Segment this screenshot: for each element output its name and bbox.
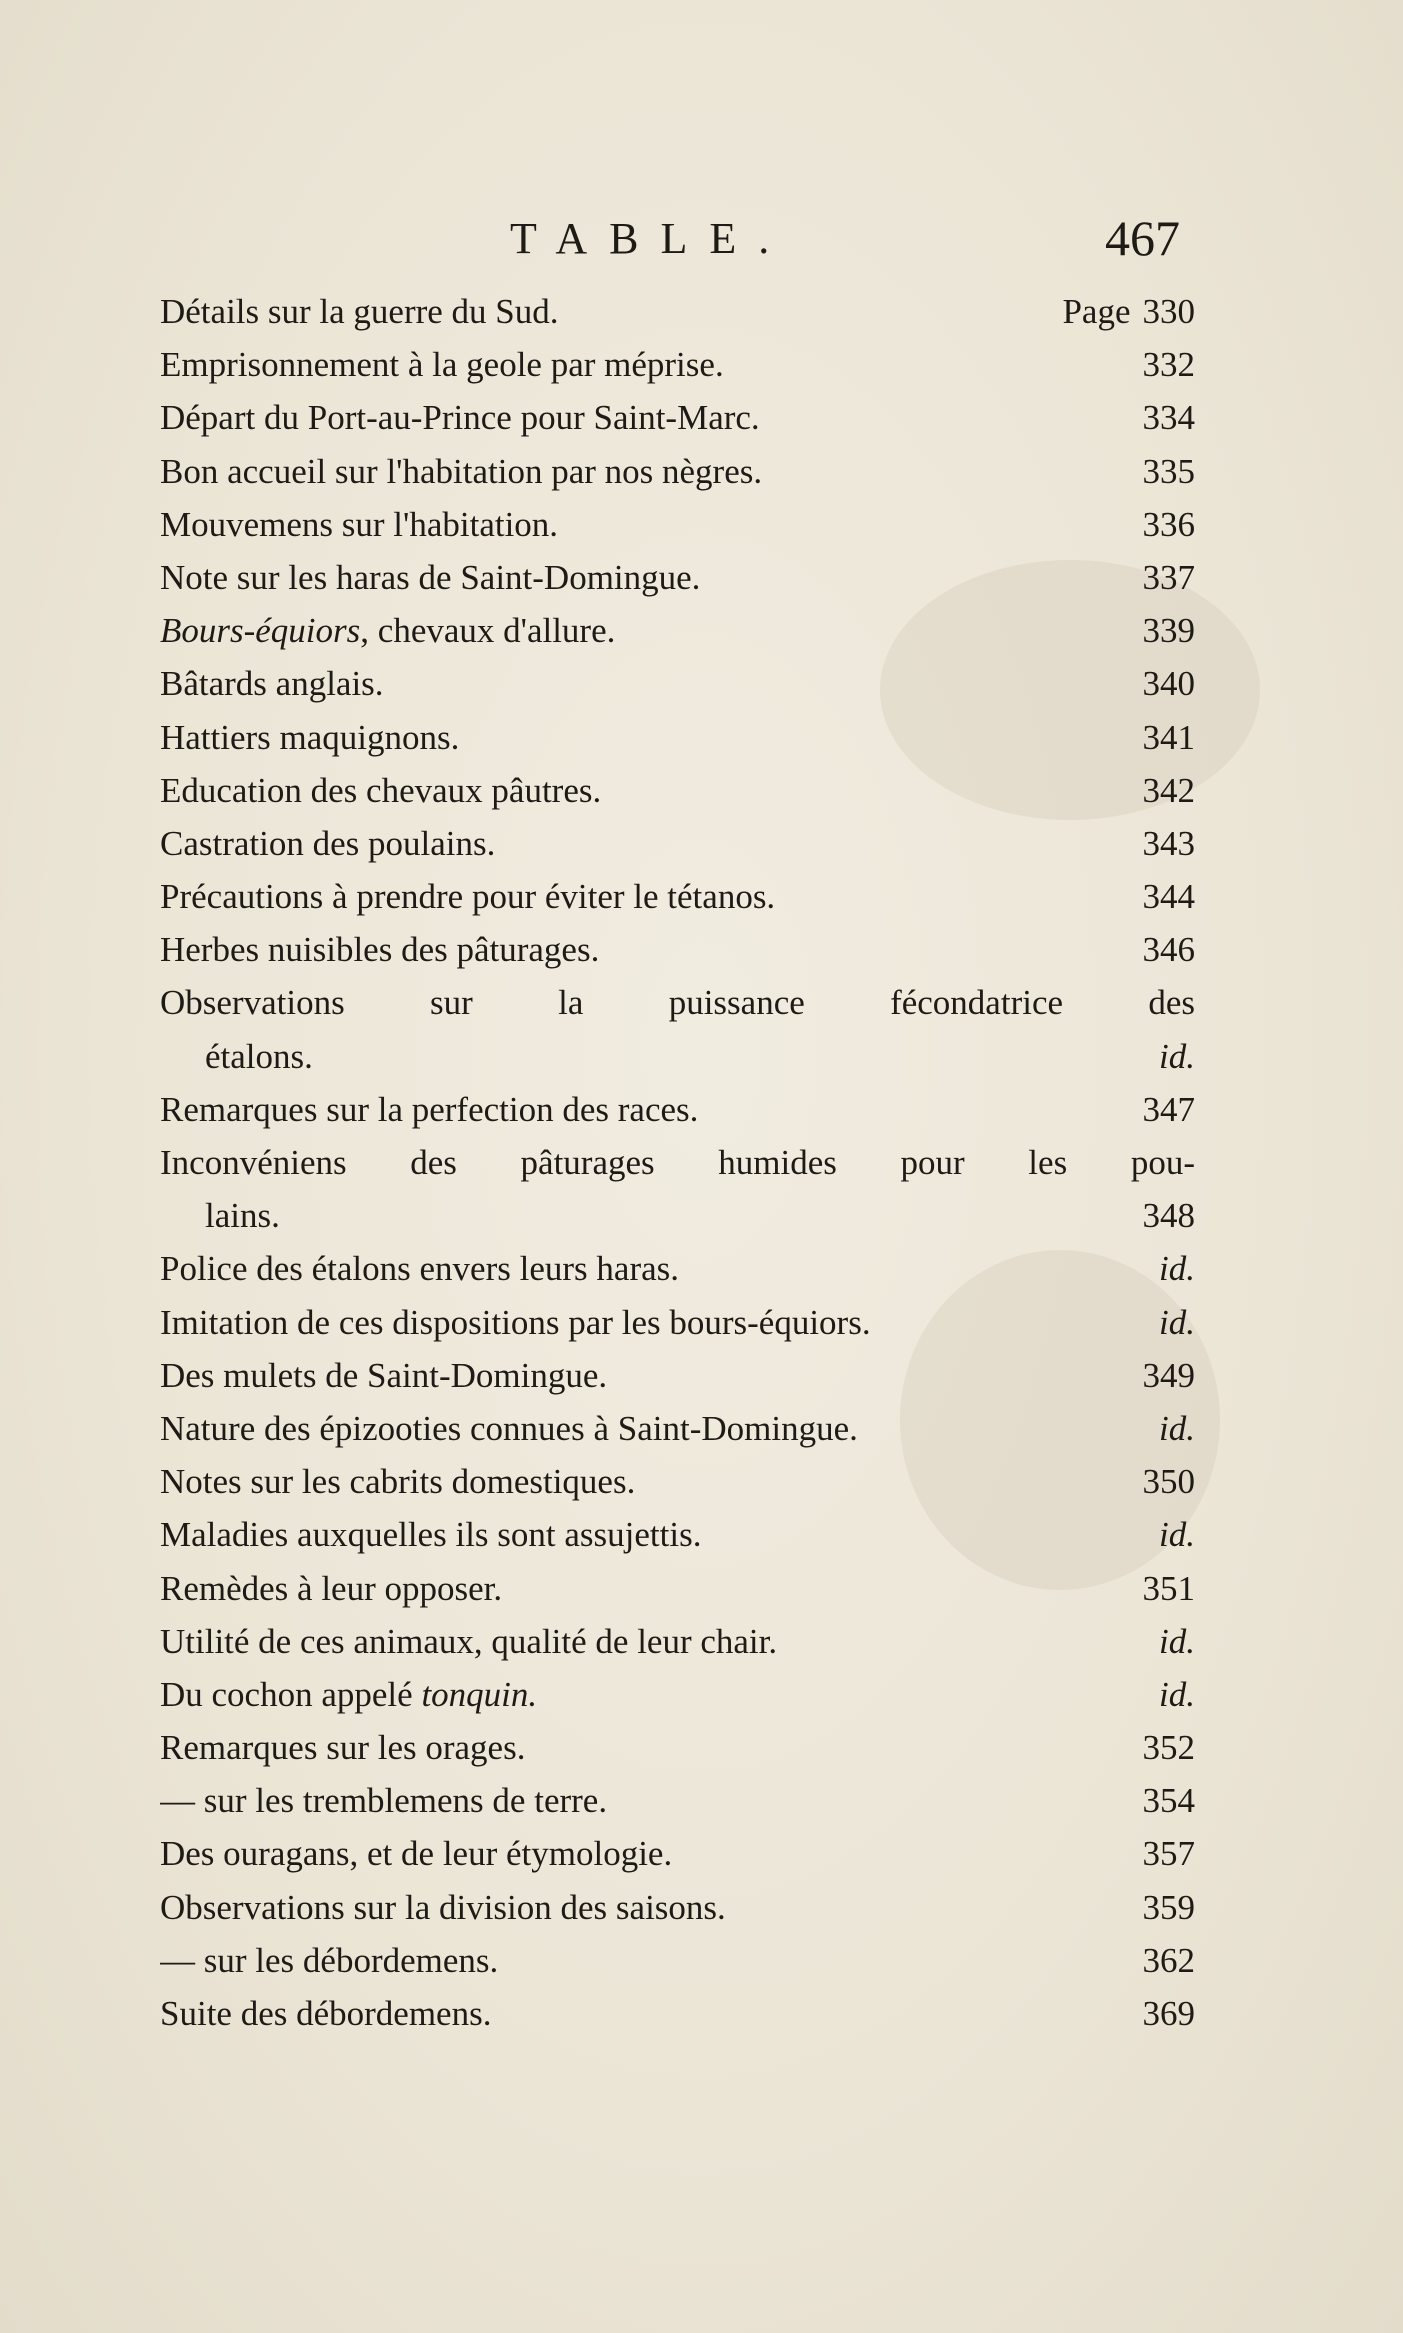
toc-entry xyxy=(160,711,1195,764)
entry-title-plain: Du cochon appelé xyxy=(160,1674,422,1714)
entry-title xyxy=(160,604,1125,657)
toc-entry xyxy=(160,1242,1195,1295)
entry-title: Herbes nuisibles des pâturages. xyxy=(160,930,600,970)
entry-title: Imitation de ces dispositions par les bours-équiors. xyxy=(160,1302,871,1342)
toc-entry xyxy=(160,1402,1195,1455)
entry-title: Observations sur la division des saisons. xyxy=(160,1887,726,1927)
entry-title: — sur les débordemens. xyxy=(160,1940,499,1980)
entry-page: 369 xyxy=(1142,1994,1195,2033)
entry-page: 359 xyxy=(1142,1887,1195,1927)
toc-entry xyxy=(160,604,1195,657)
entry-title-italic: Bours-équiors xyxy=(160,611,361,651)
entry-title: Hattiers maquignons. xyxy=(160,717,460,757)
entry-page: 344 xyxy=(1142,877,1195,917)
entry-page: id. xyxy=(1159,1621,1195,1661)
toc-entry xyxy=(160,445,1195,498)
toc-entry xyxy=(160,1562,1195,1615)
entry-title: Départ du Port-au-Prince pour Saint-Marc. xyxy=(160,398,760,438)
entry-title-line2: étalons. xyxy=(205,1036,313,1076)
toc-entry xyxy=(160,1455,1195,1508)
entry-page: 347 xyxy=(1142,1089,1195,1129)
entry-title: Des mulets de Saint-Domingue. xyxy=(160,1355,608,1395)
entry-title: Castration des poulains. xyxy=(160,823,496,863)
entry-page: 354 xyxy=(1142,1781,1195,1821)
entry-page: 346 xyxy=(1142,930,1195,970)
page-title: TABLE. xyxy=(510,214,792,263)
entry-page: 339 xyxy=(1142,611,1195,651)
entry-title: — sur les tremblemens de terre. xyxy=(160,1781,608,1821)
entry-page: 351 xyxy=(1142,1568,1195,1608)
entry-title: Des ouragans, et de leur étymologie. xyxy=(160,1834,673,1874)
entry-page: 337 xyxy=(1142,557,1195,597)
toc-entry xyxy=(160,764,1195,817)
toc-entry xyxy=(160,817,1195,870)
table-of-contents xyxy=(160,285,1195,2040)
entry-title-italic: tonquin. xyxy=(421,1674,538,1714)
entry-page: 341 xyxy=(1142,717,1195,757)
entry-page: 335 xyxy=(1142,451,1195,491)
entry-title: Police des étalons envers leurs haras. xyxy=(160,1249,680,1289)
entry-title-line1: Observations sur la puissance fécondatrice des xyxy=(160,983,1195,1023)
page-number: 467 xyxy=(1105,210,1180,266)
entry-title: Note sur les haras de Saint-Domingue. xyxy=(160,557,701,597)
entry-title-line1: Inconvéniens des pâturages humides pour les pou- xyxy=(160,1143,1195,1182)
page-header xyxy=(150,205,1180,275)
entry-page: id. xyxy=(1159,1302,1195,1342)
toc-entry xyxy=(160,1934,1195,1987)
toc-entry xyxy=(160,976,1195,1029)
toc-entry xyxy=(160,1083,1195,1136)
entry-page: 352 xyxy=(1142,1728,1195,1768)
toc-entry xyxy=(160,923,1195,976)
entry-title: Education des chevaux pâutres. xyxy=(160,770,602,810)
entry-title: Nature des épizooties connues à Saint-Domingue. xyxy=(160,1408,858,1448)
entry-page: 334 xyxy=(1142,398,1195,438)
toc-entry xyxy=(160,338,1195,391)
entry-page xyxy=(1062,285,1195,338)
entry-title: Bon accueil sur l'habitation par nos nègres. xyxy=(160,451,763,491)
entry-title: Détails sur la guerre du Sud. xyxy=(160,292,559,331)
entry-page: 348 xyxy=(1142,1196,1195,1236)
entry-title: Emprisonnement à la geole par méprise. xyxy=(160,345,724,385)
page-value: 330 xyxy=(1142,292,1195,331)
toc-entry xyxy=(160,1296,1195,1349)
entry-page: id. xyxy=(1159,1249,1195,1289)
page-label: Page xyxy=(1062,292,1131,331)
entry-title xyxy=(160,1668,1141,1721)
entry-title: Remarques sur la perfection des races. xyxy=(160,1089,699,1129)
toc-entry xyxy=(160,1987,1195,2040)
entry-page: id. xyxy=(1159,1674,1195,1714)
entry-page: id. xyxy=(1159,1515,1195,1555)
toc-entry xyxy=(160,1721,1195,1774)
entry-title: Précautions à prendre pour éviter le tétanos. xyxy=(160,877,776,917)
entry-page: id. xyxy=(1159,1408,1195,1448)
toc-entry xyxy=(160,1827,1195,1880)
entry-title: Utilité de ces animaux, qualité de leur chair. xyxy=(160,1621,778,1661)
toc-entry xyxy=(160,1774,1195,1827)
toc-entry xyxy=(160,657,1195,710)
toc-entry xyxy=(160,870,1195,923)
toc-entry xyxy=(160,391,1195,444)
entry-page: 332 xyxy=(1142,345,1195,385)
entry-page: 343 xyxy=(1142,823,1195,863)
toc-entry xyxy=(160,285,1195,338)
entry-page: 340 xyxy=(1142,664,1195,704)
entry-title: Suite des débordemens. xyxy=(160,1994,492,2033)
entry-title: Maladies auxquelles ils sont assujettis. xyxy=(160,1515,702,1555)
toc-entry-continuation xyxy=(160,1189,1195,1242)
entry-title: Mouvemens sur l'habitation. xyxy=(160,504,559,544)
toc-entry xyxy=(160,1508,1195,1561)
entry-page: 357 xyxy=(1142,1834,1195,1874)
entry-page: id. xyxy=(1159,1036,1195,1076)
toc-entry xyxy=(160,1615,1195,1668)
entry-page: 342 xyxy=(1142,770,1195,810)
toc-entry xyxy=(160,551,1195,604)
toc-entry xyxy=(160,1136,1195,1189)
entry-title-line2: lains. xyxy=(205,1196,280,1236)
entry-title: Notes sur les cabrits domestiques. xyxy=(160,1462,636,1502)
toc-entry-continuation xyxy=(160,1030,1195,1083)
toc-entry xyxy=(160,1349,1195,1402)
entry-page: 349 xyxy=(1142,1355,1195,1395)
entry-title-rest: , chevaux d'allure. xyxy=(360,611,616,651)
entry-page: 362 xyxy=(1142,1940,1195,1980)
toc-entry xyxy=(160,1668,1195,1721)
toc-entry xyxy=(160,498,1195,551)
entry-title: Remarques sur les orages. xyxy=(160,1728,526,1768)
toc-entry xyxy=(160,1881,1195,1934)
entry-page: 336 xyxy=(1142,504,1195,544)
entry-title: Bâtards anglais. xyxy=(160,664,384,704)
entry-page: 350 xyxy=(1142,1462,1195,1502)
entry-title: Remèdes à leur opposer. xyxy=(160,1568,503,1608)
